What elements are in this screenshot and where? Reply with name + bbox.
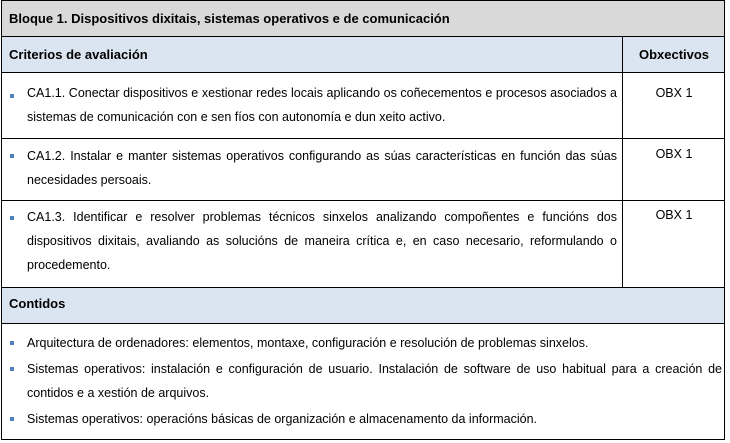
criterio-row	[2, 73, 724, 139]
criterios-header: Criterios de avaliación	[9, 47, 148, 62]
contido-item	[2, 357, 724, 405]
criterio-text: CA1.1. Conectar dispositivos e xestionar redes locais aplicando os coñecementos e procesos asociados a sistemas de comunicación con e sen fíos con autonomía e dun xeito activo.	[27, 86, 617, 124]
contido-text: Sistemas operativos: instalación e configuración de usuario. Instalación de software de uso habitual para a creación de contidos e a xestión de arquivos.	[27, 362, 722, 400]
block-title: Bloque 1. Dispositivos dixitais, sistemas operativos e de comunicación	[2, 1, 724, 37]
criterio-row	[2, 201, 724, 288]
criterio-obx: OBX 1	[655, 147, 693, 161]
contido-text: Sistemas operativos: operacións básicas de organización e almacenamento da información.	[27, 412, 538, 426]
criterio-obx: OBX 1	[655, 208, 693, 222]
criterio-obx: OBX 1	[655, 86, 693, 100]
bullet-icon	[10, 341, 14, 345]
curriculum-table	[1, 0, 725, 440]
contido-text: Arquitectura de ordenadores: elementos, montaxe, configuración e resolución de problemas sinxelos.	[27, 336, 589, 350]
table-header	[2, 37, 724, 73]
bullet-icon	[10, 367, 14, 371]
criterio-text: CA1.2. Instalar e manter sistemas operativos configurando as súas características en función das súas necesidades persoais.	[27, 149, 617, 187]
bullet-icon	[10, 94, 14, 98]
contido-item	[2, 331, 724, 355]
contido-item	[2, 407, 724, 431]
bullet-icon	[10, 154, 14, 158]
obxectivos-header: Obxectivos	[638, 47, 710, 62]
criterio-text: CA1.3. Identificar e resolver problemas técnicos sinxelos analizando compoñentes e funcións dos dispositivos dixitais, avaliando as solucións de maneira crítica e, en caso necesario, reformulando o procedemento.	[27, 210, 617, 272]
bullet-icon	[10, 417, 14, 421]
contidos-header: Contidos	[2, 288, 724, 324]
criterio-row	[2, 139, 724, 201]
bullet-icon	[10, 216, 14, 220]
